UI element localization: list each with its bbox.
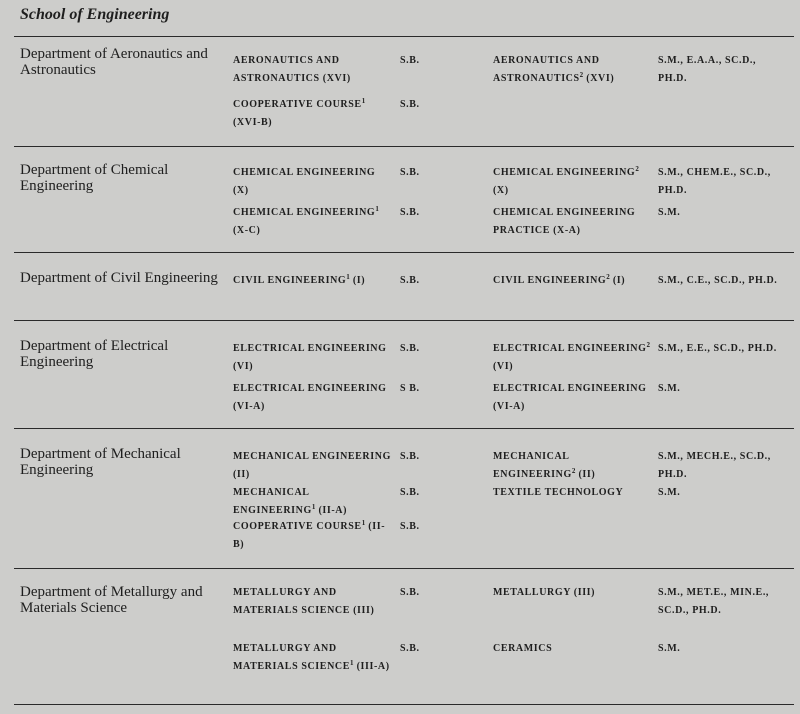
program-aero-u0: AERONAUTICS AND ASTRONAUTICS (XVI) — [233, 55, 351, 84]
section-rule — [14, 704, 794, 705]
program-mech-u1: MECHANICAL ENGINEERING$^1$ (II-A) — [233, 487, 348, 516]
dept-name-aero: Department of Aeronautics and Astronautics — [20, 46, 208, 78]
program-met-g0: METALLURGY (III) — [493, 587, 596, 598]
program-chem-u0: CHEMICAL ENGINEERING (X) — [233, 167, 376, 196]
degree-ee-g0: S.M., E.E., SC.D., PH.D. — [658, 343, 777, 354]
footnote-marker: 2 — [571, 467, 576, 475]
section-rule — [14, 320, 794, 321]
degree-aero-u1: S.B. — [400, 99, 420, 110]
program-mech-g1: TEXTILE TECHNOLOGY — [493, 487, 624, 498]
program-chem-g0: CHEMICAL ENGINEERING$^2$ (X) — [493, 165, 639, 196]
program-met-g1: CERAMICS — [493, 643, 553, 654]
program-mech-u2: COOPERATIVE COURSE$^1$ (II-B) — [233, 519, 386, 550]
dept-name-civil: Department of Civil Engineering — [20, 270, 218, 286]
degree-chem-g0: S.M., CHEM.E., SC.D., PH.D. — [658, 167, 771, 196]
program-aero-u1: COOPERATIVE COURSE$^1$ (XVI-B) — [233, 97, 366, 128]
program-ee-u1: ELECTRICAL ENGINEERING (VI-A) — [233, 383, 387, 412]
degree-mech-g1: S.M. — [658, 487, 681, 498]
footnote-marker: 2 — [606, 273, 610, 281]
program-civil-u0: CIVIL ENGINEERING$^1$ (I) — [233, 273, 366, 286]
footnote-marker: 1 — [349, 659, 354, 667]
program-met-u1: METALLURGY AND MATERIALS SCIENCE$^1$ (III-A) — [233, 643, 390, 672]
degree-ee-u1: S B. — [400, 383, 420, 394]
degree-ee-u0: S.B. — [400, 343, 420, 354]
degree-chem-u1: S.B. — [400, 207, 420, 218]
section-rule — [14, 252, 794, 253]
program-chem-g1: CHEMICAL ENGINEERING PRACTICE (X-A) — [493, 207, 636, 236]
dept-name-met: Department of Metallurgy and Materials Science — [20, 584, 203, 616]
degree-civil-u0: S.B. — [400, 275, 420, 286]
footnote-marker: 1 — [361, 97, 366, 105]
school-title: School of Engineering — [20, 6, 170, 23]
degree-mech-g0: S.M., MECH.E., SC.D., PH.D. — [658, 451, 771, 480]
degree-mech-u2: S.B. — [400, 521, 420, 532]
program-ee-u0: ELECTRICAL ENGINEERING (VI) — [233, 343, 387, 372]
footnote-marker: 1 — [346, 273, 350, 281]
program-mech-g0: MECHANICAL ENGINEERING$^2$ (II) — [493, 451, 596, 480]
footnote-marker: 1 — [311, 503, 316, 511]
program-civil-g0: CIVIL ENGINEERING$^2$ (I) — [493, 273, 626, 286]
degree-met-g1: S.M. — [658, 643, 681, 654]
degree-aero-g0: S.M., E.A.A., SC.D., PH.D. — [658, 55, 757, 84]
degree-mech-u1: S.B. — [400, 487, 420, 498]
program-ee-g0: ELECTRICAL ENGINEERING$^2$ (VI) — [493, 341, 651, 372]
program-met-u0: METALLURGY AND MATERIALS SCIENCE (III) — [233, 587, 375, 616]
degree-mech-u0: S.B. — [400, 451, 420, 462]
dept-name-mech: Department of Mechanical Engineering — [20, 446, 181, 478]
degree-chem-u0: S.B. — [400, 167, 420, 178]
program-chem-u1: CHEMICAL ENGINEERING$^1$ (X-C) — [233, 205, 379, 236]
section-rule — [14, 568, 794, 569]
degree-ee-g1: S.M. — [658, 383, 681, 394]
degree-met-g0: S.M., MET.E., MIN.E., SC.D., PH.D. — [658, 587, 770, 616]
footnote-marker: 2 — [579, 71, 584, 79]
degree-chem-g1: S.M. — [658, 207, 681, 218]
footnote-marker: 1 — [361, 519, 366, 527]
dept-name-ee: Department of Electrical Engineering — [20, 338, 169, 370]
program-mech-u0: MECHANICAL ENGINEERING (II) — [233, 451, 391, 480]
dept-name-chem: Department of Chemical Engineering — [20, 162, 169, 194]
footnote-marker: 1 — [375, 205, 379, 213]
program-ee-g1: ELECTRICAL ENGINEERING (VI-A) — [493, 383, 647, 412]
degree-met-u1: S.B. — [400, 643, 420, 654]
degree-met-u0: S.B. — [400, 587, 420, 598]
footnote-marker: 2 — [635, 165, 639, 173]
header-rule — [14, 36, 794, 37]
section-rule — [14, 146, 794, 147]
footnote-marker: 2 — [646, 341, 651, 349]
section-rule — [14, 428, 794, 429]
degree-civil-g0: S.M., C.E., SC.D., PH.D. — [658, 275, 778, 286]
degree-aero-u0: S.B. — [400, 55, 420, 66]
program-aero-g0: AERONAUTICS AND ASTRONAUTICS$^2$ (XVI) — [493, 55, 615, 84]
